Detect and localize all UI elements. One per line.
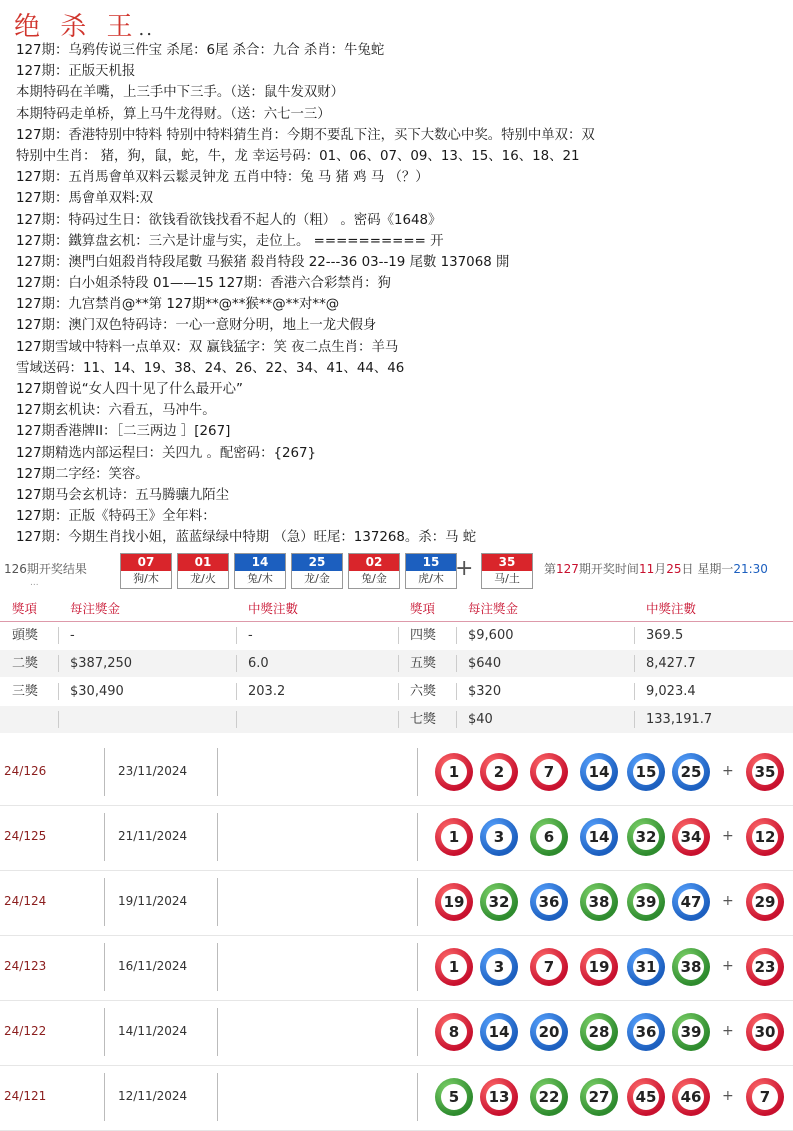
prize-header-cell: 每注獎金 — [468, 601, 519, 616]
text-line: 127期：九宫禁肖@**第 127期**@**猴**@**对**@ — [16, 297, 340, 313]
lottery-ball — [672, 948, 710, 986]
history-plus: + — [722, 1088, 734, 1104]
lottery-ball-number: 14 — [486, 1019, 512, 1045]
lottery-ball — [627, 883, 665, 921]
lottery-ball — [480, 883, 518, 921]
lottery-ball — [530, 883, 568, 921]
lottery-ball — [435, 818, 473, 856]
lottery-ball — [530, 1013, 568, 1051]
prize-cell: $640 — [468, 656, 502, 671]
lottery-ball — [746, 753, 784, 791]
lottery-ball-number: 2 — [486, 759, 512, 785]
prize-header-cell: 每注獎金 — [70, 601, 121, 616]
cell-divider — [398, 655, 399, 672]
lottery-ball-number: 23 — [752, 954, 778, 980]
page-title — [14, 6, 154, 43]
cell-divider — [58, 627, 59, 644]
lottery-ball — [480, 753, 518, 791]
lottery-ball-number: 39 — [678, 1019, 704, 1045]
history-issue: 24/121 — [4, 1089, 47, 1103]
history-issue: 24/126 — [4, 764, 47, 778]
history-date: 21/11/2024 — [118, 829, 188, 843]
history-row — [0, 870, 793, 936]
prize-table — [0, 597, 793, 735]
prize-row — [0, 650, 793, 677]
text-line: 127期精选内部运程曰：关四九 。配密码：{267} — [16, 445, 317, 461]
text-line: 127期：澳门双色特码诗：一心一意财分明，地上一龙犬假身 — [16, 318, 377, 334]
lottery-ball — [672, 1013, 710, 1051]
cell-divider — [634, 711, 635, 728]
prize-cell: - — [70, 628, 75, 643]
lottery-ball — [580, 753, 618, 791]
lottery-ball — [746, 1078, 784, 1116]
lottery-ball-number: 1 — [441, 954, 467, 980]
lottery-ball-number: 25 — [678, 759, 704, 785]
lottery-ball-number: 3 — [486, 824, 512, 850]
lottery-ball — [530, 753, 568, 791]
column-divider — [217, 878, 218, 926]
history-plus: + — [722, 958, 734, 974]
prize-row — [0, 706, 793, 733]
draw-ball-number: 25 — [292, 554, 342, 571]
history-issue: 24/125 — [4, 829, 47, 843]
lottery-ball-number: 32 — [633, 824, 659, 850]
column-divider — [417, 878, 418, 926]
info-issue: 127 — [556, 562, 579, 576]
lottery-ball — [746, 948, 784, 986]
lottery-ball-number: 27 — [586, 1084, 612, 1110]
text-line: 127期：馬會单双料:双 — [16, 191, 154, 207]
lottery-ball-number: 38 — [586, 889, 612, 915]
text-line: 127期：五肖馬會单双料云鬆灵钟龙 五肖中特：兔 马 猪 鸡 马 （？） — [16, 170, 429, 186]
draw-ball-zodiac: 龙/火 — [190, 572, 216, 585]
lottery-ball-number: 7 — [752, 1084, 778, 1110]
prize-cell: 8,427.7 — [646, 656, 696, 671]
draw-ball-zodiac: 狗/木 — [133, 572, 159, 585]
text-line: 127期：正版天机报 — [16, 64, 136, 80]
prize-header-row — [0, 597, 793, 622]
history-plus: + — [722, 763, 734, 779]
lottery-ball — [672, 1078, 710, 1116]
prize-cell: 四獎 — [410, 628, 437, 643]
lottery-ball-number: 7 — [536, 759, 562, 785]
cell-divider — [236, 655, 237, 672]
cell-divider — [634, 683, 635, 700]
lottery-ball — [580, 1078, 618, 1116]
lottery-ball-number: 13 — [486, 1084, 512, 1110]
lottery-ball — [480, 818, 518, 856]
text-line: 127期曾说“女人四十见了什么最开心” — [16, 382, 243, 397]
text-line: 127期：鐵算盘玄机：三六是计虚与实，走位上。 ========== 开 — [16, 233, 444, 249]
prize-cell: $30,490 — [70, 684, 124, 699]
text-line: 本期特码走单桥，算上马牛龙得财。（送：六七一三） — [16, 106, 331, 122]
draw-ball-zodiac: 兔/金 — [361, 572, 387, 585]
info-m: 月 — [654, 562, 667, 576]
column-divider — [417, 943, 418, 991]
cell-divider — [456, 627, 457, 644]
lottery-ball-number: 5 — [441, 1084, 467, 1110]
cell-divider — [398, 711, 399, 728]
info-time: 21:30 — [733, 562, 768, 576]
history-issue: 24/124 — [4, 894, 47, 908]
cell-divider — [456, 711, 457, 728]
lottery-ball — [580, 883, 618, 921]
text-line: 127期：乌鸦传说三件宝 杀尾：6尾 杀合：九合 杀肖：牛兔蛇 — [16, 43, 385, 58]
draw-ball-zodiac: 虎/木 — [418, 572, 444, 585]
text-line: 127期：特码过生日：欲钱看欲钱找看不起人的（粗） 。密码《1648》 — [16, 212, 442, 228]
draw-ball — [405, 553, 457, 589]
lottery-ball — [435, 1013, 473, 1051]
prize-cell: 9,023.4 — [646, 684, 696, 699]
text-line: 127期二字经：笑容。 — [16, 466, 149, 482]
column-divider — [104, 878, 105, 926]
lottery-ball — [530, 1078, 568, 1116]
text-line: 127期：香港特别中特料 特别中特料猜生肖：今期不要乱下注，买下大数心中奖。特别中单双：双 — [16, 127, 595, 143]
history-date: 16/11/2024 — [118, 959, 188, 973]
lottery-ball-number: 12 — [752, 824, 778, 850]
lottery-ball — [672, 818, 710, 856]
info-month: 11 — [638, 562, 655, 576]
text-line: 127期：澳門白姐殺肖特段尾數 马猴猪 殺肖特段 22---36 03--19 尾數 137068 開 — [16, 254, 510, 270]
draw-ball-number: 07 — [121, 554, 171, 571]
text-line: 本期特码在羊嘴，上三手中下三手。（送：鼠牛发双财） — [16, 85, 345, 101]
text-line: 127期香港牌II：［二三两边 ］[267] — [16, 424, 231, 440]
cell-divider — [634, 627, 635, 644]
history-plus: + — [722, 828, 734, 844]
column-divider — [217, 748, 218, 796]
column-divider — [417, 1008, 418, 1056]
history-row — [0, 1065, 793, 1131]
draw-ball-number: 02 — [349, 554, 399, 571]
lottery-ball — [480, 1013, 518, 1051]
lottery-ball — [480, 1078, 518, 1116]
draw-ball-zodiac: 兔/木 — [247, 572, 273, 585]
prize-row — [0, 622, 793, 649]
lottery-ball — [672, 753, 710, 791]
prize-cell: 三獎 — [12, 684, 39, 699]
lottery-ball — [627, 1013, 665, 1051]
draw-label: 126期开奖结果 — [4, 562, 87, 576]
lottery-ball-number: 19 — [441, 889, 467, 915]
history-date: 19/11/2024 — [118, 894, 188, 908]
lottery-ball-number: 7 — [536, 954, 562, 980]
column-divider — [104, 943, 105, 991]
lottery-ball-number: 46 — [678, 1084, 704, 1110]
column-divider — [417, 1073, 418, 1121]
lottery-ball — [530, 948, 568, 986]
cell-divider — [236, 627, 237, 644]
lottery-ball-number: 22 — [536, 1084, 562, 1110]
history-plus: + — [722, 1023, 734, 1039]
history-date: 14/11/2024 — [118, 1024, 188, 1038]
lottery-ball-number: 30 — [752, 1019, 778, 1045]
lottery-ball-number: 31 — [633, 954, 659, 980]
column-divider — [417, 748, 418, 796]
lottery-ball-number: 35 — [752, 759, 778, 785]
lottery-ball-number: 6 — [536, 824, 562, 850]
prize-header-cell: 中獎注數 — [646, 601, 697, 616]
lottery-ball-number: 14 — [586, 759, 612, 785]
next-draw-info — [544, 560, 768, 577]
column-divider — [104, 748, 105, 796]
lottery-ball — [580, 818, 618, 856]
column-divider — [104, 1008, 105, 1056]
column-divider — [217, 943, 218, 991]
prize-cell: $40 — [468, 712, 493, 727]
cell-divider — [634, 655, 635, 672]
history-row — [0, 740, 793, 806]
text-line: 127期：今期生肖找小姐，蓝蓝绿绿中特期 （急）旺尾：137268。杀：马 蛇 — [16, 530, 477, 546]
lottery-ball-number: 32 — [486, 889, 512, 915]
draw-ball — [120, 553, 172, 589]
column-divider — [217, 1073, 218, 1121]
text-line: 雪域送码：11、14、19、38、24、26、22、34、41、44、46 — [16, 360, 405, 376]
draw-ball-zodiac: 龙/金 — [304, 572, 330, 585]
prize-cell: 6.0 — [248, 656, 269, 671]
info-prefix: 第 — [544, 562, 557, 576]
lottery-ball-number: 29 — [752, 889, 778, 915]
lottery-ball — [580, 1013, 618, 1051]
lottery-ball — [627, 753, 665, 791]
lottery-ball — [672, 883, 710, 921]
prize-cell: 頭獎 — [12, 628, 39, 643]
lottery-ball-number: 39 — [633, 889, 659, 915]
cell-divider — [236, 711, 237, 728]
lottery-ball — [480, 948, 518, 986]
column-divider — [217, 1008, 218, 1056]
draw-sub-label: ... — [30, 578, 39, 588]
lottery-ball — [435, 753, 473, 791]
prize-row — [0, 678, 793, 705]
lottery-ball-number: 19 — [586, 954, 612, 980]
text-line: 127期雪域中特料一点单双：双 赢钱猛字：笑 夜二点生肖：羊马 — [16, 339, 399, 355]
history-issue: 24/122 — [4, 1024, 47, 1038]
lottery-ball — [627, 948, 665, 986]
prize-cell: $387,250 — [70, 656, 133, 671]
history-row — [0, 1000, 793, 1066]
lottery-ball — [627, 1078, 665, 1116]
draw-ball-number: 35 — [482, 554, 532, 571]
prize-cell: 133,191.7 — [646, 712, 713, 727]
text-line: 127期玄机诀：六看五，马冲牛。 — [16, 403, 216, 419]
prize-cell: 七獎 — [410, 712, 437, 727]
lottery-ball-number: 34 — [678, 824, 704, 850]
cell-divider — [398, 627, 399, 644]
draw-ball — [234, 553, 286, 589]
lottery-ball-number: 38 — [678, 954, 704, 980]
lottery-ball — [627, 818, 665, 856]
lottery-ball — [746, 1013, 784, 1051]
cell-divider — [398, 683, 399, 700]
column-divider — [417, 813, 418, 861]
prize-header-cell: 獎項 — [410, 601, 436, 616]
cell-divider — [456, 683, 457, 700]
draw-plus: + — [455, 556, 474, 581]
draw-ball — [177, 553, 229, 589]
prize-cell: 二獎 — [12, 656, 39, 671]
lottery-ball — [435, 1078, 473, 1116]
text-line: 127期：正版《特码王》全年料： — [16, 509, 216, 525]
column-divider — [104, 813, 105, 861]
title-dots: .. — [138, 19, 154, 40]
lottery-ball — [435, 883, 473, 921]
prize-cell: $9,600 — [468, 628, 514, 643]
lottery-ball-number: 14 — [586, 824, 612, 850]
prize-cell: - — [248, 628, 253, 643]
column-divider — [104, 1073, 105, 1121]
draw-ball-number: 01 — [178, 554, 228, 571]
lottery-ball-number: 15 — [633, 759, 659, 785]
lottery-ball-number: 47 — [678, 889, 704, 915]
lottery-ball-number: 28 — [586, 1019, 612, 1045]
info-d: 日 星期一 — [681, 562, 734, 576]
history-issue: 24/123 — [4, 959, 47, 973]
text-line: 127期：白小姐杀特段 01——15 127期：香港六合彩禁肖：狗 — [16, 276, 391, 292]
prize-cell: $320 — [468, 684, 502, 699]
draw-ball-number: 14 — [235, 554, 285, 571]
prediction-lines — [16, 40, 786, 549]
lottery-ball-number: 20 — [536, 1019, 562, 1045]
lottery-ball-number: 36 — [633, 1019, 659, 1045]
cell-divider — [58, 655, 59, 672]
lottery-ball-number: 36 — [536, 889, 562, 915]
draw-ball-zodiac: 马/土 — [494, 572, 520, 585]
history-date: 12/11/2024 — [118, 1089, 188, 1103]
prize-header-cell: 中獎注數 — [248, 601, 299, 616]
lottery-ball-number: 8 — [441, 1019, 467, 1045]
history-date: 23/11/2024 — [118, 764, 188, 778]
draw-result-strip — [0, 550, 793, 592]
prize-cell: 369.5 — [646, 628, 684, 643]
prize-cell: 六獎 — [410, 684, 437, 699]
lottery-ball — [435, 948, 473, 986]
history-row — [0, 935, 793, 1001]
title-text: 绝 杀 王 — [14, 12, 139, 42]
lottery-ball-number: 1 — [441, 759, 467, 785]
info-day: 25 — [666, 562, 682, 576]
draw-ball — [291, 553, 343, 589]
history-row — [0, 805, 793, 871]
cell-divider — [456, 655, 457, 672]
draw-ball-number: 15 — [406, 554, 456, 571]
info-mid: 期开奖时间 — [578, 562, 639, 576]
lottery-ball — [580, 948, 618, 986]
lottery-ball-number: 3 — [486, 954, 512, 980]
draw-ball — [348, 553, 400, 589]
lottery-ball — [530, 818, 568, 856]
cell-divider — [236, 683, 237, 700]
cell-divider — [58, 711, 59, 728]
text-line: 特别中生肖： 猪，狗，鼠，蛇，牛，龙 幸运号码：01、06、07、09、13、15、16、18、21 — [16, 148, 580, 164]
draw-ball — [481, 553, 533, 589]
lottery-ball-number: 1 — [441, 824, 467, 850]
lottery-ball — [746, 883, 784, 921]
cell-divider — [58, 683, 59, 700]
lottery-ball-number: 45 — [633, 1084, 659, 1110]
prize-cell: 203.2 — [248, 684, 286, 699]
prize-header-cell: 獎項 — [12, 601, 38, 616]
text-line: 127期马会玄机诗：五马腾骧九陌尘 — [16, 487, 230, 503]
prize-cell: 五獎 — [410, 656, 437, 671]
history-plus: + — [722, 893, 734, 909]
column-divider — [217, 813, 218, 861]
lottery-ball — [746, 818, 784, 856]
